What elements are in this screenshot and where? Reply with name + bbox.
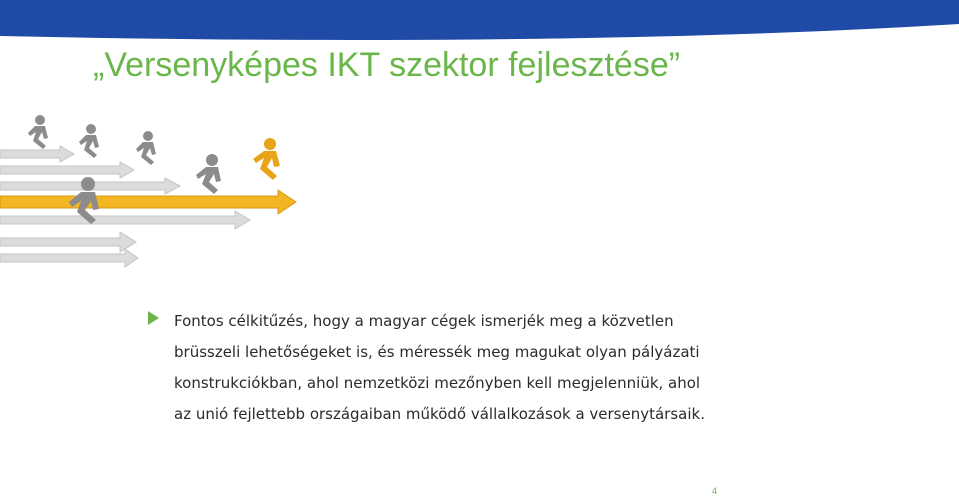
header-band <box>0 0 959 44</box>
page-number: 4 <box>712 486 718 496</box>
runners-illustration <box>0 108 310 270</box>
triangle-bullet-icon <box>148 311 159 325</box>
header-band-shape <box>0 0 959 44</box>
slide-title: „Versenyképes IKT szektor fejlesztése” <box>93 46 681 84</box>
bullet-text: Fontos célkitűzés, hogy a magyar cégek ismerjék meg a közvetlen brüsszeli lehetőségeket is, és méressék meg magukat olyan pályázati konstrukciókban, ahol nemzetközi mezőnyben kell megjelenniük, ahol az unió fejlettebb országaiban működő vállalkozások a versenytársaik. <box>174 312 705 423</box>
runners-on-arrows-image <box>0 108 310 270</box>
